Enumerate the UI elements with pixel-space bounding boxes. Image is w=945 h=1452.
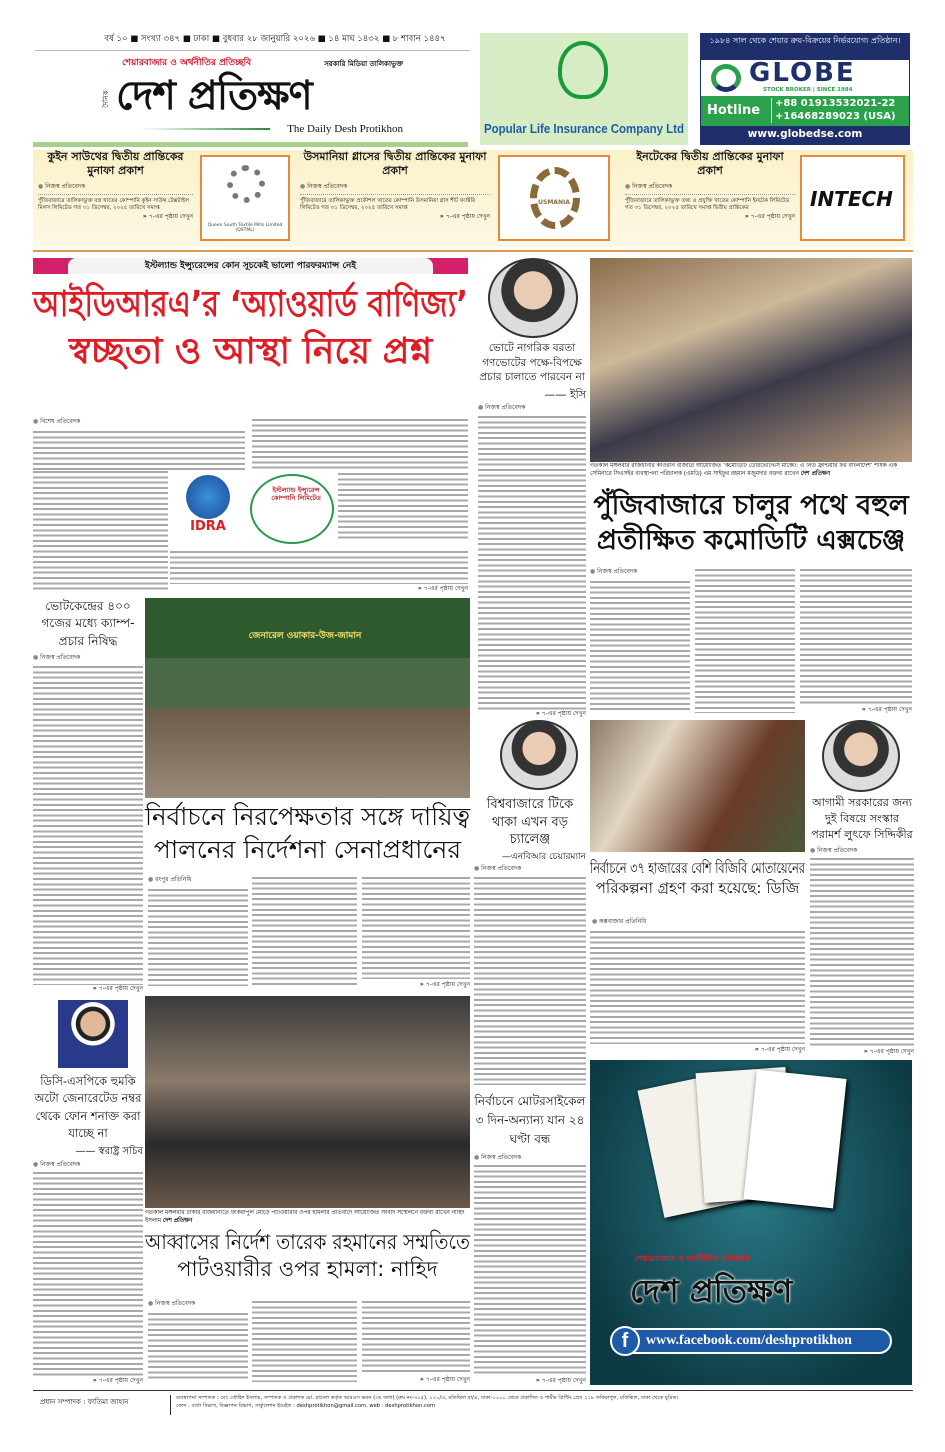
caption-text: গতকাল মঙ্গলবার রাজধানীর কাওরান বাজারে আয়োজিত ‘কমোডিটি ডেরিভেটিভস মার্কেট: এ নিউ ফ্রন্টিয়ার ফর বাংলাদেশ’ শীর্ষক এক সেমিনারে সিএসইর ব্যবস্থাপনা পরিচালক (এমডি) এম সাইফুর রহমান মজুমদার বক্তব্য রাখেন (590, 463, 898, 477)
army-headline-2[interactable]: পালনের নির্দেশনা সেনাপ্রধানের (153, 834, 462, 864)
kicker-bar (33, 258, 468, 274)
queen-south-logo (200, 155, 290, 241)
camp-headline[interactable]: ভোটকেন্দ্রের ৪০০ গজের মধ্যে ক্যাম্প-প্রচার নিষিদ্ধ (41, 599, 135, 648)
nbr-attribution: —এনবিআর চেয়ারম্যান (501, 851, 586, 862)
brief-queen-south[interactable] (38, 150, 193, 245)
home-attribution: —— স্বরাষ্ট্র সচিব (75, 1146, 143, 1157)
facebook-link[interactable] (612, 1328, 892, 1354)
moto-more-link[interactable]: » ৭-এর পৃষ্ঠায় দেখুন (474, 1377, 586, 1385)
commodity-body (695, 568, 795, 713)
footer-rule (33, 1390, 913, 1391)
ec-attribution: —— ইসি (544, 388, 586, 402)
moto-headline[interactable]: নির্বাচনে মোটরসাইকেল ৩ দিন-অন্যান্য যান ২৪ ঘণ্টা বন্ধ (474, 1094, 586, 1147)
lead-body (170, 550, 468, 584)
brief-title: উসমানিয়া গ্লাসের দ্বিতীয় প্রান্তিকের মুনাফা প্রকাশ (303, 150, 487, 178)
popular-life-logo-icon (558, 41, 608, 99)
commodity-headline-2[interactable]: প্রতীক্ষিত কমোডিটি এক্সচেঞ্জ (596, 524, 906, 556)
masthead (100, 58, 405, 142)
brief-title: ইনটেকের দ্বিতীয় প্রান্তিকের মুনাফা প্রকাশ (636, 150, 784, 178)
popular-life-name: Popular Life Insurance Company Ltd (484, 121, 684, 136)
popular-life-ad[interactable] (480, 33, 688, 145)
green-rule (33, 142, 468, 147)
home-headline[interactable]: ডিসি-এসপিকে হুমকি অটো জেনারেটেড নম্বর থেকে ফোন শনাক্ত করা যাচ্ছে না (34, 1074, 142, 1140)
ec-headline[interactable]: ভোটে নাগরিক বরতা গণভোটের পক্ষে-বিপক্ষে প্রচার চালাতে পারবেন না (479, 342, 585, 384)
bgb-body (590, 930, 805, 1044)
nahid-body (148, 1312, 248, 1382)
footer-line-2: ফোন : বার্তা বিভাগ, বিজ্ঞাপন বিভাগ, সার্কুলেশন ইমেইল : deshprotikhon@gmail.com, web : deshprotikhon.com (176, 1402, 436, 1409)
camp-byline: ● নিজস্ব প্রতিবেদক (33, 654, 143, 662)
eastland-logo (250, 474, 334, 544)
qsml-logo-icon (227, 165, 265, 203)
newspaper-image (743, 1070, 846, 1209)
house-ad-title: দেশ প্রতিক্ষণ (630, 1272, 793, 1310)
globe-top-text: ১৯৮৪ সাল থেকে শেয়ার ক্রয়-বিক্রয়ের নির্ভরযোগ্য প্রতিষ্ঠান। (709, 36, 901, 45)
hotline-label: Hotline (707, 103, 761, 118)
moto-body (474, 1164, 586, 1377)
home-byline: ● নিজস্ব প্রতিবেদক (33, 1161, 143, 1169)
nahid-body (362, 1300, 470, 1374)
masthead-title: দেশ প্রতিক্ষণ (116, 73, 312, 119)
caption-text: গতকাল মঙ্গলবার ঢাকার রাজধানীতে ফকিরাপুল মোড়ে পাটওয়ারীর ওপর হামলার প্রতিবাদে আয়োজিত সংবাদ সম্মেলনে বক্তব্য রাখেন নাহিদ ইসলাম (145, 1210, 465, 1224)
commodity-headline-1[interactable]: পুঁজিবাজারে চালুর পথে বহুল (593, 490, 909, 521)
globe-ad[interactable] (700, 33, 910, 145)
army-body (362, 876, 470, 979)
nahid-byline: ● নিজস্ব প্রতিবেদক (148, 1300, 195, 1308)
nbr-chairman-photo (500, 720, 578, 790)
press-conference-photo (145, 996, 470, 1208)
lead-more-link[interactable]: » ৭-এর পৃষ্ঠায় দেখুন (350, 585, 468, 593)
camp-more-link[interactable]: » ৭-এর পৃষ্ঠায় দেখুন (33, 985, 143, 993)
usmania-logo (498, 155, 610, 241)
lutfe-siddiqi-photo (822, 720, 900, 792)
idra-logo (173, 475, 243, 537)
masthead-english: The Daily Desh Protikhon (287, 123, 403, 135)
masthead-small: দৈনিক (102, 90, 110, 108)
photo-credit: দেশ প্রতিক্ষণ (800, 470, 831, 477)
usmania-logo-text: USMANIA (538, 199, 570, 206)
chief-editor: প্রধান সম্পাদক : ফাতিমা জাহান (40, 1398, 129, 1406)
lutfe-headline[interactable]: আগামী সরকারের জন্য দুই বিষয়ে সংস্কার পরামর্শ লুৎফে সিদ্দিকীর (811, 796, 913, 841)
seminar-caption (590, 463, 912, 478)
idra-logo-text: IDRA (190, 519, 226, 534)
globe-sub: STOCK BROKER | SINCE 1984 (763, 87, 853, 93)
photo-banner-text: জেনারেল ওয়াকার-উজ-জামান (248, 631, 362, 641)
globe-website[interactable]: www.globedse.com (747, 128, 863, 140)
brief-usmania[interactable] (300, 150, 490, 245)
brief-body: পুঁজিবাজারে তালিকাভুক্ত বস্ত্র খাতের কোম্পানি কুইন সাউথ টেক্সটাইল মিলস লিমিটেড গত ৩১ ডিসেম্বর, ২০২৫ তারিখে সমাপ্ত (38, 194, 193, 213)
lead-body (33, 430, 245, 470)
nahid-more-link[interactable]: » ৭-এর পৃষ্ঠায় দেখুন (362, 1376, 470, 1384)
nahid-caption (145, 1210, 470, 1225)
facebook-icon: f (610, 1326, 640, 1356)
commodity-byline: ● নিজস্ব প্রতিবেদক (590, 568, 637, 576)
nahid-body (252, 1300, 357, 1382)
army-body (252, 876, 357, 986)
intech-logo (800, 155, 905, 241)
army-more-link[interactable]: » ৭-এর পৃষ্ঠায় দেখুন (362, 981, 470, 989)
home-secretary-photo (58, 1000, 128, 1068)
nbr-byline: ● নিজস্ব প্রতিবেদক (474, 865, 586, 873)
nbr-body (474, 876, 586, 1085)
gear-icon (530, 167, 580, 229)
masthead-tagline: শেয়ারবাজার ও অর্থনীতির প্রতিচ্ছবি (122, 58, 252, 68)
brief-more-link[interactable]: » ৭-এর পৃষ্ঠায় দেখুন (625, 213, 795, 221)
ec-body (478, 415, 586, 710)
footer-line-1: ব্যবস্থাপনা সম্পাদক : মো: তৌহিদ ইসলাম, সম্পাদক ও প্রকাশক মো. রাসেল কর্তৃক আরএস ভবন (৩য় তলা) (রুম নং-৩০৫), ১২০/এ, মতিঝিল বা/এ, ঢাকা-১০০০ থেকে প্রকাশিত ও শামীম প্রিন্টিং প্রেস ২১৮ ফকিরাপুল, মতিঝিল, ঢাকা থেকে মুদ্রিত। (176, 1395, 679, 1401)
nahid-headline-2[interactable]: পাটওয়ারীর ওপর হামলা: নাহিদ (177, 1257, 438, 1282)
army-byline: ● রংপুর প্রতিনিধি (148, 876, 191, 884)
facebook-url: www.facebook.com/deshprotikhon (646, 1333, 852, 1348)
lead-headline-2[interactable]: স্বচ্ছতা ও আস্থা নিয়ে প্রশ্ন (68, 330, 433, 372)
camp-body (33, 665, 143, 985)
army-chief-photo (145, 598, 470, 798)
brief-body: পুঁজিবাজারে তালিকাভুক্ত প্রকৌশল খাতের কোম্পানি উসমানিয়া গ্লাস শীট ফ্যাক্টরি লিমিটেড গত ৩১ ডিসেম্বর, ২০২৫ তারিখে সমাপ্ত (300, 194, 490, 213)
lead-headline-1[interactable]: আইডিআরএ’র ‘অ্যাওয়ার্ড বাণিজ্য’ (33, 284, 468, 325)
brief-byline: ● নিজস্ব প্রতিবেদক (38, 183, 193, 191)
brief-body: পুঁজিবাজারে তালিকাভুক্ত তথ্য ও প্রযুক্তি খাতের কোম্পানি ইনটেক লিমিটেড গত ৩১ ডিসেম্বর, ২০২৫ তারিখে সমাপ্ত দ্বিতীয় প্রান্তিকের (625, 194, 795, 213)
nahid-headline-1[interactable]: আব্বাসের নির্দেশ তারেক রহমানের সম্মতিতে (145, 1230, 470, 1254)
bgb-meeting-photo (590, 720, 805, 852)
ec-official-photo (488, 258, 578, 338)
photo-credit: দেশ প্রতিক্ষণ (162, 1217, 193, 1224)
intech-logo-text: INTECH (810, 187, 893, 211)
globe-icon (186, 475, 230, 519)
commodity-more-link[interactable]: » ৭-এর পৃষ্ঠায় দেখুন (800, 706, 912, 714)
orange-rule (33, 250, 913, 252)
brief-title: কুইন সাউথের দ্বিতীয় প্রান্তিকের মুনাফা প্রকাশ (47, 150, 184, 178)
nbr-headline[interactable]: বিশ্ববাজারে টিকে থাকা এখন বড় চ্যালেঞ্জ (486, 797, 574, 848)
qsml-logo-text: Queen South Textile Mills Limited (QSTML) (207, 223, 283, 233)
lead-byline: ● বিশেষ প্রতিবেদক (33, 418, 80, 426)
dateline: বর্ষ ১০ ■ সংখ্যা ৩৪৭ ■ ঢাকা ■ বুধবার ২৮ জানুয়ারি ২০২৬ ■ ১৪ মাঘ ১৪৩২ ■ ৮ শাবান ১৪৪৭ (104, 34, 446, 44)
bgb-headline-2[interactable]: পরিকল্পনা গ্রহণ করা হয়েছে: ডিজি (595, 879, 800, 898)
footer-imprint (176, 1395, 911, 1411)
brief-more-link[interactable]: » ৭-এর পৃষ্ঠায় দেখুন (38, 213, 193, 221)
lead-body (338, 472, 468, 542)
phone-1: +88 01913532021-22 (775, 98, 896, 109)
army-body (148, 888, 248, 986)
eastland-logo-text: ইস্টল্যান্ড ইন্স্যুরেন্স কোম্পানি লিমিটেড (271, 486, 321, 503)
bgb-more-link[interactable]: » ৭-এর পৃষ্ঠায় দেখুন (590, 1046, 805, 1054)
bgb-byline: ● কক্সবাজার প্রতিনিধি (592, 918, 646, 926)
masthead-rule (140, 128, 270, 130)
army-headline-1[interactable]: নির্বাচনে নিরপেক্ষতার সঙ্গে দায়িত্ব (145, 802, 470, 831)
phone-2: +16468289023 (USA) (775, 110, 896, 122)
house-ad-tagline: শেয়ারবাজার ও অর্থনীতির প্রতিচ্ছবি (635, 1254, 750, 1263)
lead-body (252, 418, 468, 472)
home-body (33, 1171, 143, 1376)
commodity-body (800, 568, 912, 704)
lutfe-byline: ● নিজস্ব প্রতিবেদক (810, 847, 914, 855)
globe-brand: GLOBE (749, 58, 856, 88)
ec-byline: ● নিজস্ব প্রতিবেদক (478, 404, 586, 412)
bgb-headline-1[interactable]: নির্বাচনে ৩৭ হাজারের বেশি বিজিবি মোতায়েনের (590, 859, 805, 877)
brief-more-link[interactable]: » ৭-এর পৃষ্ঠায় দেখুন (300, 213, 490, 221)
divider (35, 50, 470, 51)
seminar-photo (590, 258, 912, 462)
commodity-body (590, 580, 690, 713)
lutfe-body (810, 857, 914, 1047)
brief-byline: ● নিজস্ব প্রতিবেদক (625, 183, 795, 191)
footer-divider (170, 1395, 171, 1415)
lead-body (33, 470, 168, 592)
masthead-govt-listed: সরকারি মিডিয়া তালিকাভুক্ত (324, 60, 403, 68)
brief-intech[interactable] (625, 150, 795, 245)
globe-chart-icon (711, 64, 741, 92)
brief-byline: ● নিজস্ব প্রতিবেদক (300, 183, 490, 191)
moto-byline: ● নিজস্ব প্রতিবেদক (474, 1154, 586, 1162)
ec-more-link[interactable]: » ৭-এর পৃষ্ঠায় দেখুন (478, 710, 586, 718)
house-ad[interactable] (590, 1060, 912, 1385)
home-more-link[interactable]: » ৭-এর পৃষ্ঠায় দেখুন (33, 1377, 143, 1385)
lutfe-more-link[interactable]: » ৭-এর পৃষ্ঠায় দেখুন (810, 1048, 914, 1056)
lead-kicker: ইস্টল্যান্ড ইন্স্যুরেন্সের কোন সূচকেই ভালো পারফরম্যান্স নেই (68, 258, 433, 274)
